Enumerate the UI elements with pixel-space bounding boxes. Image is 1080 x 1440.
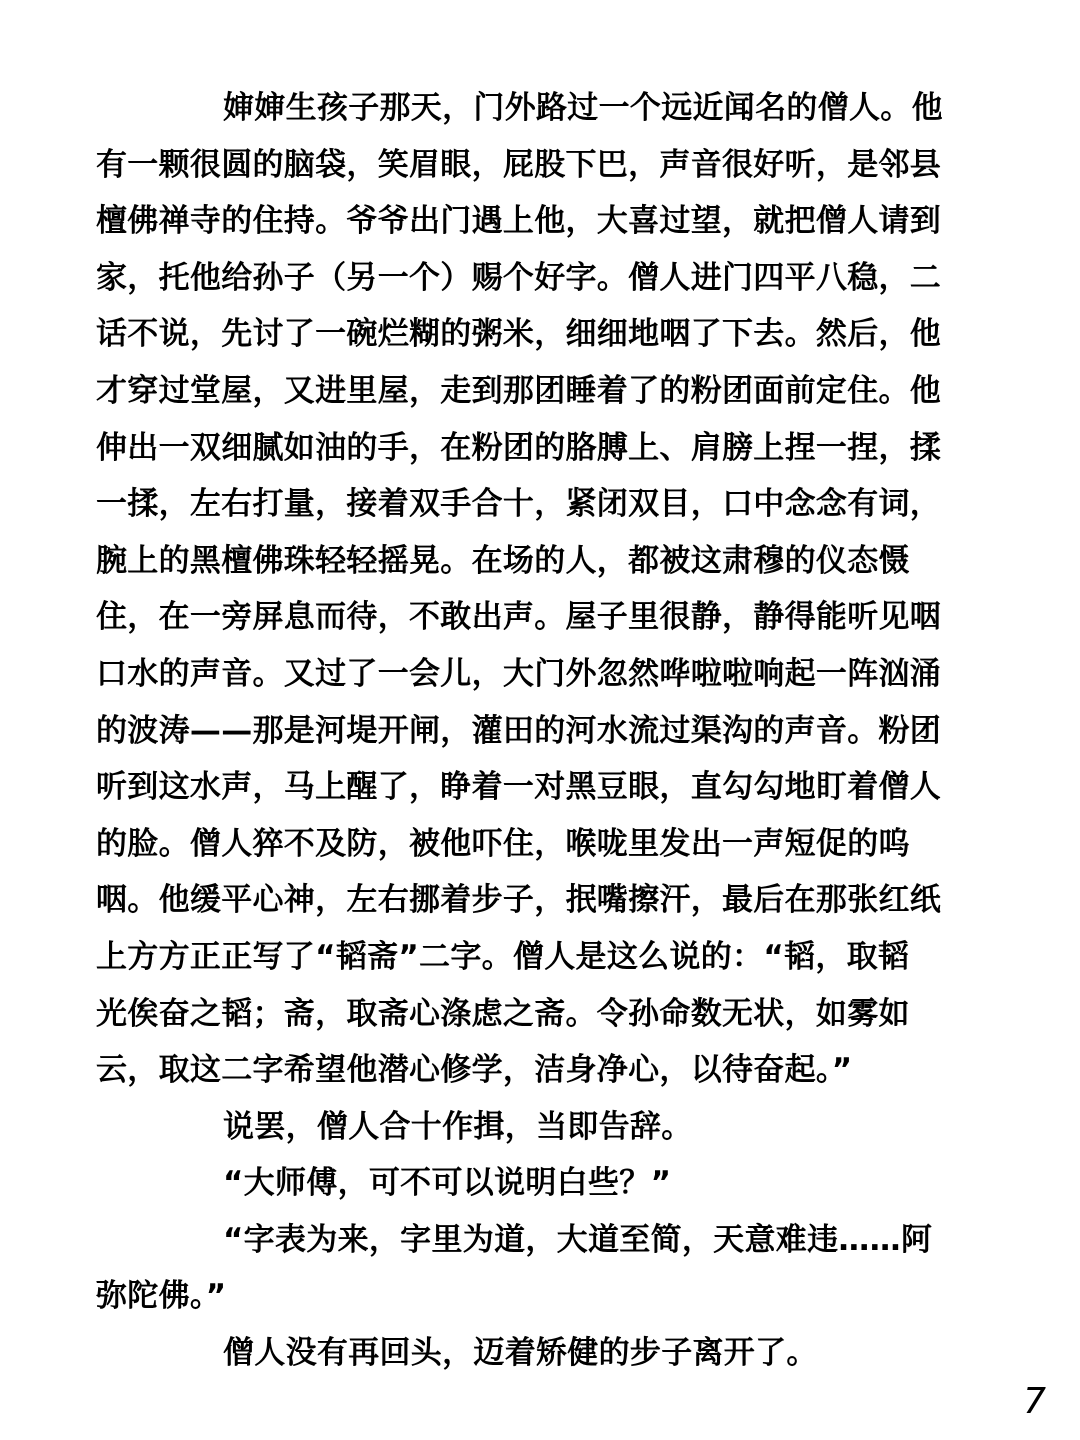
paragraph-line: 弥陀佛。” [96, 1278, 227, 1315]
paragraph-line: 听到这水声，马上醒了，睁着一对黑豆眼，直勾勾地盯着僧人 [96, 769, 942, 806]
paragraph-line: 檀佛禅寺的住持。爷爷出门遇上他，大喜过望，就把僧人请到 [96, 203, 942, 240]
paragraph-line: 云，取这二字希望他潜心修学，洁身净心，以待奋起。” [96, 1052, 853, 1089]
paragraph-line: 腕上的黑檀佛珠轻轻摇晃。在场的人，都被这肃穆的仪态慑 [96, 542, 910, 579]
paragraph-line: 话不说，先讨了一碗烂糊的粥米，细细地咽了下去。然后，他 [96, 316, 942, 353]
page-number: 7 [1023, 1381, 1046, 1422]
paragraph-line: 说罢，僧人合十作揖，当即告辞。 [223, 1108, 693, 1145]
paragraph-line: 家，托他给孙子（另一个）赐个好字。僧人进门四平八稳，二 [96, 259, 942, 296]
paragraph-line: 僧人没有再回头，迈着矫健的步子离开了。 [223, 1335, 818, 1372]
paragraph-line: “字表为来，字里为道，大道至简，天意难违……阿 [223, 1221, 933, 1258]
paragraph-line: 光俟奋之韬；斋，取斋心涤虑之斋。令孙命数无状，如雾如 [96, 995, 910, 1032]
paragraph-line: 一揉，左右打量，接着双手合十，紧闭双目，口中念念有词， [96, 486, 942, 523]
body-text [96, 80, 976, 1382]
paragraph-line: 口水的声音。又过了一会儿，大门外忽然哗啦啦响起一阵汹涌 [96, 655, 942, 692]
paragraph-line: 的脸。僧人猝不及防，被他吓住，喉咙里发出一声短促的呜 [96, 825, 910, 862]
paragraph-line: 咽。他缓平心神，左右挪着步子，抿嘴擦汗，最后在那张红纸 [96, 882, 942, 919]
paragraph-line: 有一颗很圆的脑袋，笑眉眼，屁股下巴，声音很好听，是邻县 [96, 146, 942, 183]
paragraph-line: 伸出一双细腻如油的手，在粉团的胳膊上、肩膀上捏一捏，揉 [96, 429, 942, 466]
paragraph-line: “大师傅，可不可以说明白些？” [223, 1165, 672, 1202]
paragraph-line: 上方方正正写了“韬斋”二字。僧人是这么说的：“韬，取韬 [96, 938, 910, 975]
paragraph-line: 的波涛——那是河堤开闸，灌田的河水流过渠沟的声音。粉团 [96, 712, 942, 749]
paragraph-line: 才穿过堂屋，又进里屋，走到那团睡着了的粉团面前定住。他 [96, 372, 942, 409]
paragraph-line: 婶婶生孩子那天，门外路过一个远近闻名的僧人。他 [223, 90, 943, 126]
paragraph-line: 住，在一旁屏息而待，不敢出声。屋子里很静，静得能听见咽 [96, 599, 942, 636]
